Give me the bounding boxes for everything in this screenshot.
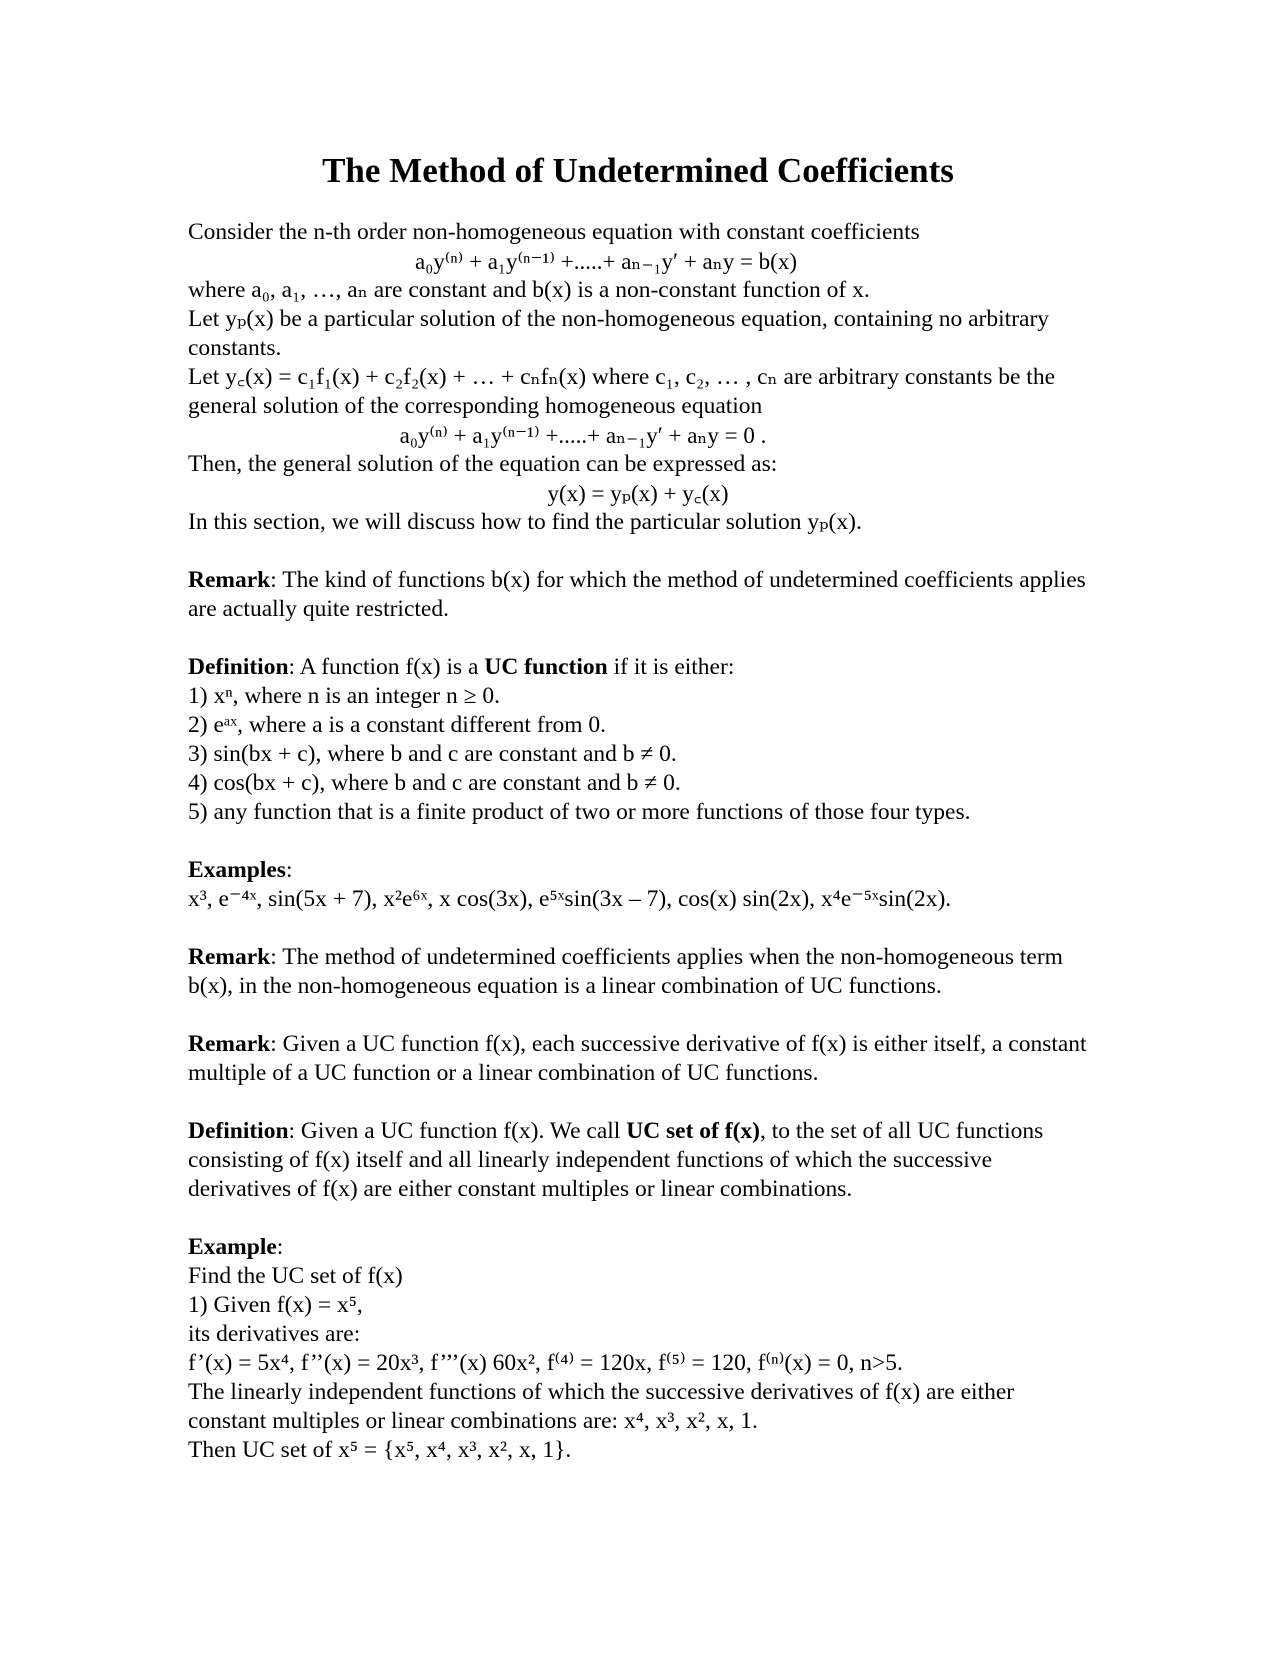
intro-then: Then, the general solution of the equation can be expressed as:: [188, 451, 778, 477]
remark-2-text: : The method of undetermined coefficients applies when the non-homogeneous term b(x), in the non-homogeneous equation is a linear combination of UC functions.: [188, 944, 1063, 999]
remark-3-text: : Given a UC function f(x), each successive derivative of f(x) is either itself, a constant multiple of a UC function or a linear combination of UC functions.: [188, 1031, 1087, 1086]
examples-heading: [188, 856, 1088, 885]
definition-1-text-a: : A function f(x) is a: [288, 654, 485, 680]
equation-nonhomogeneous: a₀y⁽ⁿ⁾ + a₁y⁽ⁿ⁻¹⁾ +.....+ aₙ₋₁y′ + aₙy = b(x): [414, 249, 797, 274]
definition-1-text-b: if it is either:: [607, 654, 735, 680]
intro-let-yc: Let y꜀(x) = c₁f₁(x) + c₂f₂(x) + … + cₙfₙ(x) where c₁, c₂, … , cₙ are arbitrary constants be the general solution of the corresponding homogeneous equation: [188, 364, 1055, 419]
examples-colon: :: [285, 857, 293, 883]
uc-item-1: 1) xⁿ, where n is an integer n ≥ 0.: [188, 683, 501, 709]
remark-3: [188, 1030, 1088, 1088]
examples-label: Examples: [188, 857, 286, 883]
remark-2: [188, 943, 1088, 1001]
example-colon: :: [276, 1234, 284, 1260]
uc-item-4: 4) cos(bx + c), where b and c are constant and b ≠ 0.: [188, 770, 681, 796]
example-result: Then UC set of x⁵ = {x⁵, x⁴, x³, x², x, 1}.: [188, 1437, 572, 1463]
uc-item-3: 3) sin(bx + c), where b and c are constant and b ≠ 0.: [188, 741, 677, 767]
remark-1-label: Remark: [188, 567, 271, 593]
definition-2-text-b: , to the set of all UC functions consisting of f(x) itself and all linearly independent functions of which the successive derivatives of f(x) are either constant multiples or linear combinations.: [188, 1118, 1044, 1202]
page-title: The Method of Undetermined Coefficients: [322, 151, 954, 190]
document-page: [188, 150, 1088, 1465]
definition-2-term: UC set of f(x): [626, 1118, 760, 1144]
remark-3-label: Remark: [188, 1031, 271, 1057]
example-label: Example: [188, 1234, 277, 1260]
example-linearly-independent: The linearly independent functions of which the successive derivatives of f(x) are either constant multiples or linear combinations are: x⁴, x³, x², x, 1.: [188, 1379, 1015, 1434]
example-given: 1) Given f(x) = x⁵,: [188, 1292, 363, 1318]
definition-2-label: Definition: [188, 1118, 289, 1144]
definition-1: [188, 653, 1088, 682]
examples-line: x³, e⁻⁴ˣ, sin(5x + 7), x²e⁶ˣ, x cos(3x), e⁵ˣsin(3x – 7), cos(x) sin(2x), x⁴e⁻⁵ˣsin(2x).: [188, 886, 952, 912]
example-heading: [188, 1233, 1088, 1262]
remark-1: [188, 566, 1088, 624]
uc-item-5: 5) any function that is a finite product of two or more functions of those four types.: [188, 799, 971, 825]
intro-section: In this section, we will discuss how to find the particular solution yₚ(x).: [188, 509, 862, 535]
definition-2-text-a: : Given a UC function f(x). We call: [288, 1118, 627, 1144]
definition-2: [188, 1117, 1088, 1204]
uc-item-2: 2) eᵃˣ, where a is a constant different from 0.: [188, 712, 607, 738]
remark-2-label: Remark: [188, 944, 271, 970]
example-find: Find the UC set of f(x): [188, 1263, 403, 1289]
intro-where: where a₀, a₁, …, aₙ are constant and b(x) is a non-constant function of x.: [188, 277, 870, 303]
definition-1-term: UC function: [484, 654, 608, 680]
intro-consider: Consider the n-th order non-homogeneous equation with constant coefficients: [188, 219, 920, 245]
intro-let-yp: Let yₚ(x) be a particular solution of the non-homogeneous equation, containing no arbitrary constants.: [188, 306, 1050, 361]
definition-1-label: Definition: [188, 654, 289, 680]
equation-homogeneous: a₀y⁽ⁿ⁾ + a₁y⁽ⁿ⁻¹⁾ +.....+ aₙ₋₁y′ + aₙy = 0 .: [399, 423, 767, 448]
example-derivs-intro: its derivatives are:: [188, 1321, 361, 1347]
equation-general-solution: y(x) = yₚ(x) + y꜀(x): [547, 481, 729, 506]
example-derivatives: f’(x) = 5x⁴, f’’(x) = 20x³, f’’’(x) 60x², f⁽⁴⁾ = 120x, f⁽⁵⁾ = 120, f⁽ⁿ⁾(x) = 0, n>5.: [188, 1350, 903, 1376]
remark-1-text: : The kind of functions b(x) for which the method of undetermined coefficients applies are actually quite restricted.: [188, 567, 1086, 622]
